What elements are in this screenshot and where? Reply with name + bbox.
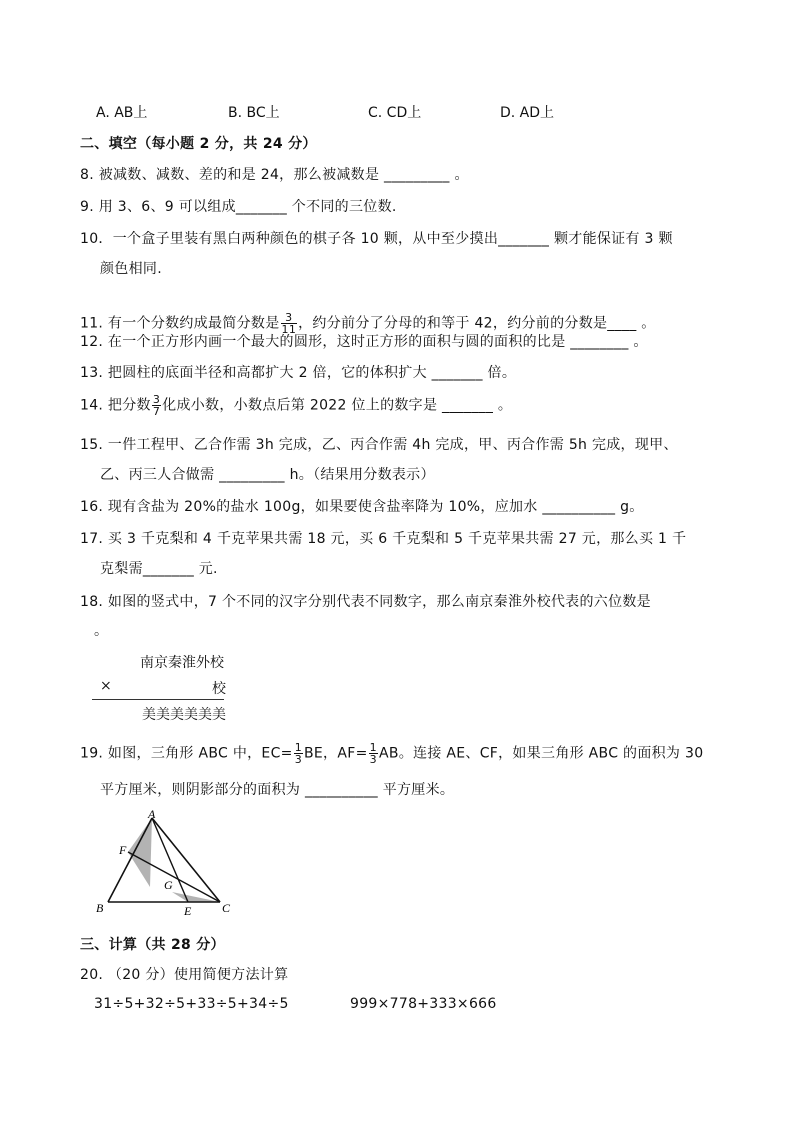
multiplication-puzzle [92, 648, 232, 722]
fraction-1-3-af [369, 742, 378, 765]
puzzle-multiplier: 校 [212, 681, 226, 697]
fraction-numerator: 3 [281, 312, 298, 324]
question-14 [80, 394, 512, 417]
question-10-line1: 10．一个盒子里装有黑白两种颜色的棋子各 10 颗，从中至少摸出_______ 颗才能保证有 3 颗 [80, 231, 673, 247]
fraction-1-3-ec [294, 742, 303, 765]
question-20-expr2: 999×778+333×666 [350, 996, 497, 1012]
q14-text-post: 化成小数，小数点后第 2022 位上的数字是 _______ 。 [162, 397, 513, 414]
label-e: E [184, 904, 192, 918]
fraction-numerator: 1 [369, 741, 377, 754]
question-20-title: 20. （20 分）使用简便方法计算 [80, 967, 289, 983]
triangle-diagram [92, 808, 242, 920]
q14-text-pre: 14. 把分数 [80, 397, 151, 414]
question-20-expr1: 31÷5+32÷5+33÷5+34÷5 [94, 996, 289, 1012]
question-10-line2: 颜色相同. [100, 261, 162, 277]
option-d: D. AD上 [500, 105, 555, 121]
q11-text-post: ，约分前分了分母的和等于 42，约分前的分数是____ 。 [298, 315, 656, 332]
option-a: A. AB上 [96, 105, 148, 121]
segment-cf [128, 852, 220, 902]
fraction-denominator: 7 [152, 405, 161, 418]
label-a: A [148, 808, 156, 821]
question-19-line1 [80, 742, 703, 765]
fraction-denominator: 3 [294, 753, 302, 766]
fraction-numerator: 1 [294, 741, 302, 754]
question-19-line2: 平方厘米，则阴影部分的面积为 __________ 平方厘米。 [100, 782, 455, 798]
question-16: 16. 现有含盐为 20%的盐水 100g，如果要使含盐率降为 10%，应加水 __________ g。 [80, 499, 644, 515]
fraction-3-7 [152, 394, 161, 417]
multiply-sign: × [100, 678, 112, 694]
option-b: B. BC上 [228, 105, 280, 121]
puzzle-rule [92, 699, 224, 700]
fraction-numerator: 3 [152, 393, 161, 406]
shaded-region-left [128, 818, 152, 887]
fraction-denominator: 3 [369, 753, 377, 766]
question-9: 9. 用 3、6、9 可以组成_______ 个不同的三位数. [80, 199, 397, 215]
puzzle-multiplicand: 南京秦淮外校 [140, 655, 224, 671]
question-15-line2: 乙、丙三人合做需 _________ h。（结果用分数表示） [100, 467, 435, 483]
label-c: C [222, 901, 231, 915]
question-17-line2: 克梨需_______ 元. [100, 561, 218, 577]
section3-title: 三、计算（共 28 分） [80, 937, 225, 953]
puzzle-product: 美美美美美美 [142, 707, 226, 723]
q19-text-mid: BE，AF= [304, 745, 368, 762]
question-13: 13. 把圆柱的底面半径和高都扩大 2 倍，它的体积扩大 _______ 倍。 [80, 365, 517, 381]
q19-text-pre: 19. 如图，三角形 ABC 中，EC= [80, 745, 293, 762]
fraction-denominator: 11 [281, 323, 297, 336]
question-18-line1: 18. 如图的竖式中，7 个不同的汉字分别代表不同数字，那么南京秦淮外校代表的六位数是 [80, 594, 651, 610]
side-ac [152, 818, 220, 902]
q19-text-post: AB。连接 AE、CF，如果三角形 ABC 的面积为 30 [378, 745, 704, 762]
label-b: B [96, 901, 104, 915]
label-f: F [119, 843, 127, 857]
section2-title: 二、填空（每小题 2 分，共 24 分） [80, 136, 317, 152]
option-c: C. CD上 [368, 105, 422, 121]
question-15-line1: 15. 一件工程甲、乙合作需 3h 完成，乙、丙合作需 4h 完成，甲、丙合作需 5h 完成，现甲、 [80, 437, 678, 453]
question-17-line1: 17. 买 3 千克梨和 4 千克苹果共需 18 元，买 6 千克梨和 5 千克苹果共需 27 元，那么买 1 千 [80, 531, 687, 547]
q11-text-pre: 11. 有一个分数约成最简分数是 [80, 315, 280, 332]
question-8: 8. 被减数、减数、差的和是 24，那么被减数是 _________ 。 [80, 167, 469, 183]
label-g: G [164, 878, 173, 892]
question-12: 12. 在一个正方形内画一个最大的圆形，这时正方形的面积与圆的面积的比是 ________ 。 [80, 334, 648, 350]
question-18-line2: 。 [94, 623, 109, 639]
